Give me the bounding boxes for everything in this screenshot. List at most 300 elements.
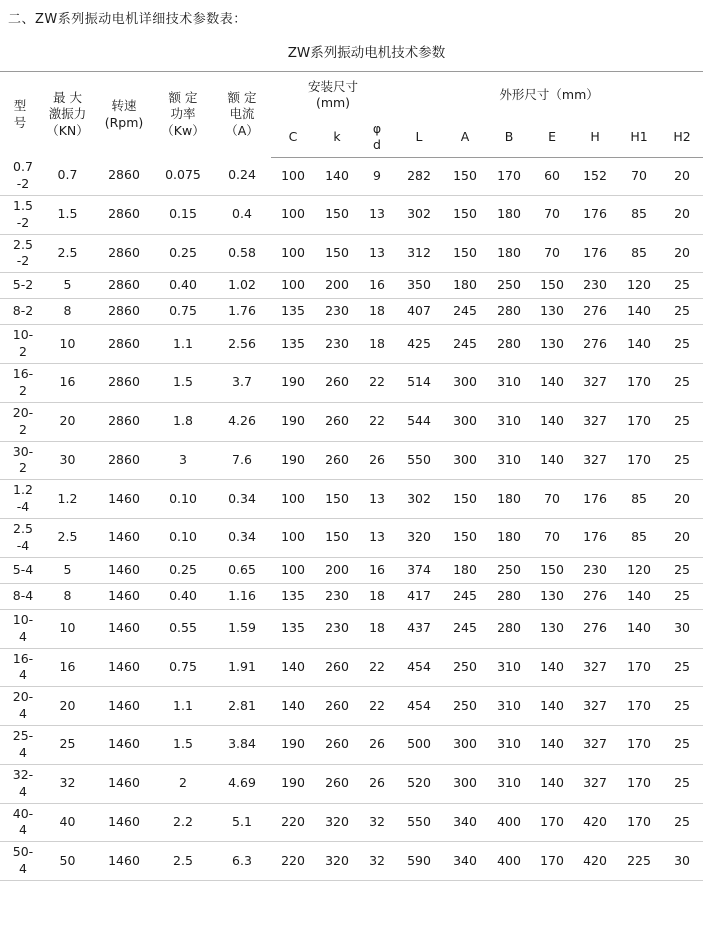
- model-line: 4: [19, 861, 27, 877]
- cell-C: 100: [271, 557, 315, 583]
- cell-L: 514: [395, 364, 443, 403]
- table-row: [0, 519, 703, 558]
- header-C: C: [271, 118, 315, 157]
- cell-L: 302: [395, 195, 443, 234]
- model-line: 0.7: [13, 159, 33, 174]
- cell-E: 70: [531, 480, 573, 519]
- cell-H1: 85: [617, 480, 661, 519]
- cell-H2: 20: [661, 519, 703, 558]
- model-line: 20-: [12, 404, 34, 420]
- model-line: 30-: [12, 443, 34, 459]
- cell-model: [0, 402, 40, 441]
- cell-current: 0.24: [213, 157, 271, 195]
- header-row-group: [0, 72, 703, 119]
- cell-A: 245: [443, 299, 487, 325]
- cell-model: [0, 441, 40, 480]
- cell-k: 150: [315, 234, 359, 273]
- model-line: 4: [19, 667, 27, 683]
- table-row: [0, 364, 703, 403]
- cell-speed: 1460: [95, 609, 153, 648]
- cell-model: [0, 583, 40, 609]
- cell-H: 276: [573, 299, 617, 325]
- cell-model: [0, 364, 40, 403]
- cell-speed: 1460: [95, 648, 153, 687]
- cell-force: 16: [40, 648, 95, 687]
- cell-force: 25: [40, 726, 95, 765]
- cell-L: 282: [395, 157, 443, 195]
- cell-C: 100: [271, 195, 315, 234]
- table-row: [0, 480, 703, 519]
- table-row: [0, 195, 703, 234]
- cell-B: 400: [487, 803, 531, 842]
- cell-phi-d: 13: [359, 519, 395, 558]
- cell-phi-d: 13: [359, 195, 395, 234]
- cell-current: 1.59: [213, 609, 271, 648]
- cell-power: 2.5: [153, 842, 213, 881]
- cell-L: 590: [395, 842, 443, 881]
- cell-H2: 30: [661, 842, 703, 881]
- cell-H: 276: [573, 609, 617, 648]
- cell-power: 0.75: [153, 299, 213, 325]
- cell-H2: 25: [661, 557, 703, 583]
- cell-H2: 25: [661, 273, 703, 299]
- cell-model: [0, 687, 40, 726]
- cell-E: 140: [531, 764, 573, 803]
- cell-model: [0, 557, 40, 583]
- cell-force: 10: [40, 325, 95, 364]
- table-row: [0, 325, 703, 364]
- model-line: -2: [16, 253, 30, 269]
- cell-B: 310: [487, 402, 531, 441]
- cell-power: 1.1: [153, 687, 213, 726]
- cell-k: 260: [315, 687, 359, 726]
- cell-k: 320: [315, 803, 359, 842]
- header-k: k: [315, 118, 359, 157]
- cell-power: 1.5: [153, 364, 213, 403]
- header-L: L: [395, 118, 443, 157]
- cell-C: 220: [271, 803, 315, 842]
- cell-phi-d: 18: [359, 325, 395, 364]
- cell-current: 7.6: [213, 441, 271, 480]
- cell-phi-d: 26: [359, 764, 395, 803]
- table-row: [0, 687, 703, 726]
- cell-H2: 25: [661, 325, 703, 364]
- header-current: 额 定 电流 （A）: [213, 72, 271, 158]
- cell-force: 16: [40, 364, 95, 403]
- model-line: 2: [19, 460, 27, 476]
- table-row: [0, 583, 703, 609]
- cell-H: 152: [573, 157, 617, 195]
- cell-speed: 2860: [95, 299, 153, 325]
- model-line: 40-: [12, 805, 34, 821]
- table-row: [0, 557, 703, 583]
- model-line: 2.5: [13, 236, 33, 252]
- table-row: [0, 764, 703, 803]
- cell-k: 260: [315, 726, 359, 765]
- cell-current: 1.91: [213, 648, 271, 687]
- table-row: [0, 609, 703, 648]
- cell-model: [0, 519, 40, 558]
- cell-speed: 1460: [95, 803, 153, 842]
- header-H2: H2: [661, 118, 703, 157]
- cell-H: 327: [573, 648, 617, 687]
- cell-phi-d: 9: [359, 157, 395, 195]
- cell-L: 425: [395, 325, 443, 364]
- cell-C: 220: [271, 842, 315, 881]
- model-line: 1.5: [13, 197, 33, 213]
- model-line: -2: [16, 175, 30, 191]
- table-row: [0, 726, 703, 765]
- cell-speed: 2860: [95, 234, 153, 273]
- cell-H2: 20: [661, 157, 703, 195]
- cell-power: 0.10: [153, 519, 213, 558]
- cell-model: [0, 273, 40, 299]
- cell-E: 140: [531, 687, 573, 726]
- cell-L: 454: [395, 648, 443, 687]
- cell-C: 190: [271, 364, 315, 403]
- cell-current: 0.58: [213, 234, 271, 273]
- cell-phi-d: 22: [359, 402, 395, 441]
- cell-current: 0.4: [213, 195, 271, 234]
- cell-k: 230: [315, 299, 359, 325]
- cell-H2: 25: [661, 726, 703, 765]
- cell-E: 170: [531, 842, 573, 881]
- cell-L: 500: [395, 726, 443, 765]
- cell-model: [0, 803, 40, 842]
- cell-H: 230: [573, 557, 617, 583]
- cell-B: 280: [487, 299, 531, 325]
- header-E: E: [531, 118, 573, 157]
- cell-phi-d: 16: [359, 273, 395, 299]
- cell-H1: 120: [617, 273, 661, 299]
- cell-B: 250: [487, 273, 531, 299]
- cell-A: 300: [443, 764, 487, 803]
- cell-force: 1.2: [40, 480, 95, 519]
- cell-A: 150: [443, 234, 487, 273]
- cell-H1: 70: [617, 157, 661, 195]
- cell-B: 310: [487, 364, 531, 403]
- table-body: [0, 157, 703, 881]
- cell-C: 100: [271, 480, 315, 519]
- model-line: 5-4: [12, 561, 34, 577]
- section-heading: 二、ZW系列振动电机详细技术参数表：: [8, 12, 247, 27]
- cell-power: 0.55: [153, 609, 213, 648]
- cell-power: 3: [153, 441, 213, 480]
- cell-H2: 25: [661, 364, 703, 403]
- cell-C: 190: [271, 764, 315, 803]
- header-H: H: [573, 118, 617, 157]
- cell-H: 176: [573, 519, 617, 558]
- cell-E: 140: [531, 648, 573, 687]
- cell-B: 180: [487, 195, 531, 234]
- cell-A: 300: [443, 441, 487, 480]
- cell-force: 10: [40, 609, 95, 648]
- spec-table: [0, 71, 703, 881]
- header-speed: 转速 (Rpm): [95, 72, 153, 158]
- cell-H1: 140: [617, 299, 661, 325]
- cell-L: 312: [395, 234, 443, 273]
- cell-B: 280: [487, 583, 531, 609]
- cell-power: 0.075: [153, 157, 213, 195]
- cell-H: 176: [573, 234, 617, 273]
- cell-C: 190: [271, 402, 315, 441]
- model-line: -4: [16, 499, 30, 515]
- cell-C: 190: [271, 441, 315, 480]
- cell-current: 1.76: [213, 299, 271, 325]
- cell-A: 250: [443, 687, 487, 726]
- cell-speed: 2860: [95, 195, 153, 234]
- cell-H: 327: [573, 441, 617, 480]
- cell-H1: 85: [617, 195, 661, 234]
- cell-B: 310: [487, 441, 531, 480]
- cell-A: 245: [443, 609, 487, 648]
- cell-H2: 20: [661, 234, 703, 273]
- cell-current: 1.02: [213, 273, 271, 299]
- cell-L: 374: [395, 557, 443, 583]
- cell-speed: 1460: [95, 764, 153, 803]
- cell-k: 140: [315, 157, 359, 195]
- cell-k: 260: [315, 648, 359, 687]
- cell-speed: 1460: [95, 842, 153, 881]
- model-line: 2.5: [13, 521, 33, 536]
- cell-H: 327: [573, 402, 617, 441]
- cell-phi-d: 18: [359, 609, 395, 648]
- cell-k: 150: [315, 519, 359, 558]
- cell-power: 0.25: [153, 234, 213, 273]
- cell-phi-d: 26: [359, 441, 395, 480]
- cell-L: 454: [395, 687, 443, 726]
- cell-force: 2.5: [40, 234, 95, 273]
- model-line: 20-: [12, 689, 34, 705]
- cell-H1: 170: [617, 402, 661, 441]
- cell-A: 245: [443, 583, 487, 609]
- cell-model: [0, 325, 40, 364]
- cell-model: [0, 842, 40, 881]
- cell-H: 230: [573, 273, 617, 299]
- model-line: 4: [19, 628, 27, 644]
- cell-H2: 25: [661, 299, 703, 325]
- cell-B: 170: [487, 157, 531, 195]
- cell-force: 1.5: [40, 195, 95, 234]
- model-line: 50-: [12, 844, 34, 860]
- cell-E: 130: [531, 299, 573, 325]
- cell-H1: 85: [617, 234, 661, 273]
- cell-speed: 2860: [95, 157, 153, 195]
- header-install-dimensions: 安装尺寸 (mm): [271, 72, 395, 119]
- cell-model: [0, 195, 40, 234]
- cell-current: 0.34: [213, 480, 271, 519]
- cell-power: 2.2: [153, 803, 213, 842]
- cell-E: 140: [531, 441, 573, 480]
- cell-E: 140: [531, 402, 573, 441]
- cell-C: 135: [271, 609, 315, 648]
- cell-B: 400: [487, 842, 531, 881]
- cell-H: 420: [573, 803, 617, 842]
- cell-current: 2.81: [213, 687, 271, 726]
- cell-H1: 225: [617, 842, 661, 881]
- cell-model: [0, 157, 40, 195]
- cell-k: 260: [315, 364, 359, 403]
- model-line: 5-2: [12, 277, 34, 293]
- table-row: [0, 234, 703, 273]
- cell-L: 417: [395, 583, 443, 609]
- cell-k: 200: [315, 557, 359, 583]
- cell-phi-d: 22: [359, 687, 395, 726]
- model-line: 4: [19, 822, 27, 838]
- cell-speed: 1460: [95, 726, 153, 765]
- model-line: 8-4: [12, 587, 34, 603]
- cell-C: 100: [271, 519, 315, 558]
- cell-H1: 170: [617, 648, 661, 687]
- cell-phi-d: 32: [359, 803, 395, 842]
- cell-force: 32: [40, 764, 95, 803]
- cell-E: 60: [531, 157, 573, 195]
- cell-L: 302: [395, 480, 443, 519]
- cell-H1: 170: [617, 364, 661, 403]
- cell-B: 310: [487, 764, 531, 803]
- cell-k: 230: [315, 325, 359, 364]
- cell-A: 180: [443, 557, 487, 583]
- cell-B: 280: [487, 325, 531, 364]
- cell-H2: 20: [661, 480, 703, 519]
- cell-phi-d: 22: [359, 364, 395, 403]
- cell-H: 327: [573, 726, 617, 765]
- cell-speed: 1460: [95, 687, 153, 726]
- cell-force: 5: [40, 557, 95, 583]
- table-row: [0, 402, 703, 441]
- cell-force: 8: [40, 299, 95, 325]
- table-row: [0, 157, 703, 195]
- cell-H1: 140: [617, 583, 661, 609]
- model-line: 25-: [12, 728, 34, 743]
- model-line: 16-: [12, 366, 34, 381]
- cell-H2: 30: [661, 609, 703, 648]
- cell-C: 135: [271, 325, 315, 364]
- cell-current: 5.1: [213, 803, 271, 842]
- cell-L: 550: [395, 441, 443, 480]
- cell-k: 150: [315, 480, 359, 519]
- table-row: [0, 648, 703, 687]
- cell-H1: 170: [617, 764, 661, 803]
- cell-k: 260: [315, 441, 359, 480]
- cell-E: 70: [531, 195, 573, 234]
- cell-L: 320: [395, 519, 443, 558]
- table-title: ZW系列振动电机技术参数: [287, 45, 446, 61]
- cell-H: 327: [573, 764, 617, 803]
- header-model: 型 号: [0, 72, 40, 158]
- cell-power: 0.40: [153, 583, 213, 609]
- model-line: 2: [19, 421, 27, 437]
- cell-C: 100: [271, 234, 315, 273]
- header-phi-d: φ d: [359, 118, 395, 157]
- cell-power: 1.1: [153, 325, 213, 364]
- cell-H1: 140: [617, 325, 661, 364]
- cell-phi-d: 18: [359, 299, 395, 325]
- cell-L: 407: [395, 299, 443, 325]
- cell-H: 327: [573, 364, 617, 403]
- cell-force: 2.5: [40, 519, 95, 558]
- table-row: [0, 273, 703, 299]
- cell-model: [0, 234, 40, 273]
- cell-H: 176: [573, 480, 617, 519]
- cell-H2: 20: [661, 195, 703, 234]
- cell-power: 0.25: [153, 557, 213, 583]
- cell-k: 230: [315, 609, 359, 648]
- cell-speed: 1460: [95, 583, 153, 609]
- cell-E: 70: [531, 519, 573, 558]
- cell-H1: 170: [617, 726, 661, 765]
- model-line: 16-: [12, 650, 34, 666]
- cell-B: 280: [487, 609, 531, 648]
- cell-speed: 2860: [95, 364, 153, 403]
- cell-model: [0, 726, 40, 765]
- cell-speed: 2860: [95, 325, 153, 364]
- cell-H1: 140: [617, 609, 661, 648]
- cell-B: 180: [487, 519, 531, 558]
- cell-current: 0.34: [213, 519, 271, 558]
- cell-A: 340: [443, 803, 487, 842]
- cell-E: 130: [531, 583, 573, 609]
- cell-current: 6.3: [213, 842, 271, 881]
- model-line: -2: [16, 214, 30, 230]
- model-line: 4: [19, 783, 27, 799]
- cell-A: 245: [443, 325, 487, 364]
- cell-B: 180: [487, 480, 531, 519]
- model-line: 2: [19, 344, 27, 360]
- table-row: [0, 299, 703, 325]
- cell-A: 150: [443, 519, 487, 558]
- header-H1: H1: [617, 118, 661, 157]
- cell-H: 276: [573, 583, 617, 609]
- cell-current: 4.26: [213, 402, 271, 441]
- cell-k: 260: [315, 402, 359, 441]
- table-row: [0, 842, 703, 881]
- cell-H2: 25: [661, 648, 703, 687]
- cell-force: 8: [40, 583, 95, 609]
- header-power: 额 定 功率 （Kw）: [153, 72, 213, 158]
- cell-A: 340: [443, 842, 487, 881]
- table-row: [0, 441, 703, 480]
- header-A: A: [443, 118, 487, 157]
- cell-L: 350: [395, 273, 443, 299]
- cell-E: 140: [531, 364, 573, 403]
- cell-H: 276: [573, 325, 617, 364]
- cell-current: 3.7: [213, 364, 271, 403]
- cell-H1: 170: [617, 803, 661, 842]
- cell-A: 180: [443, 273, 487, 299]
- cell-E: 150: [531, 273, 573, 299]
- model-line: 2: [19, 382, 27, 398]
- cell-C: 135: [271, 299, 315, 325]
- cell-A: 300: [443, 402, 487, 441]
- cell-k: 230: [315, 583, 359, 609]
- cell-B: 310: [487, 726, 531, 765]
- cell-speed: 1460: [95, 519, 153, 558]
- cell-force: 0.7: [40, 157, 95, 195]
- cell-C: 140: [271, 687, 315, 726]
- cell-H1: 85: [617, 519, 661, 558]
- model-line: 32-: [12, 766, 34, 782]
- cell-power: 0.40: [153, 273, 213, 299]
- cell-H2: 25: [661, 441, 703, 480]
- cell-H2: 25: [661, 803, 703, 842]
- cell-H: 420: [573, 842, 617, 881]
- cell-current: 0.65: [213, 557, 271, 583]
- cell-L: 520: [395, 764, 443, 803]
- cell-power: 1.8: [153, 402, 213, 441]
- cell-A: 300: [443, 364, 487, 403]
- cell-L: 550: [395, 803, 443, 842]
